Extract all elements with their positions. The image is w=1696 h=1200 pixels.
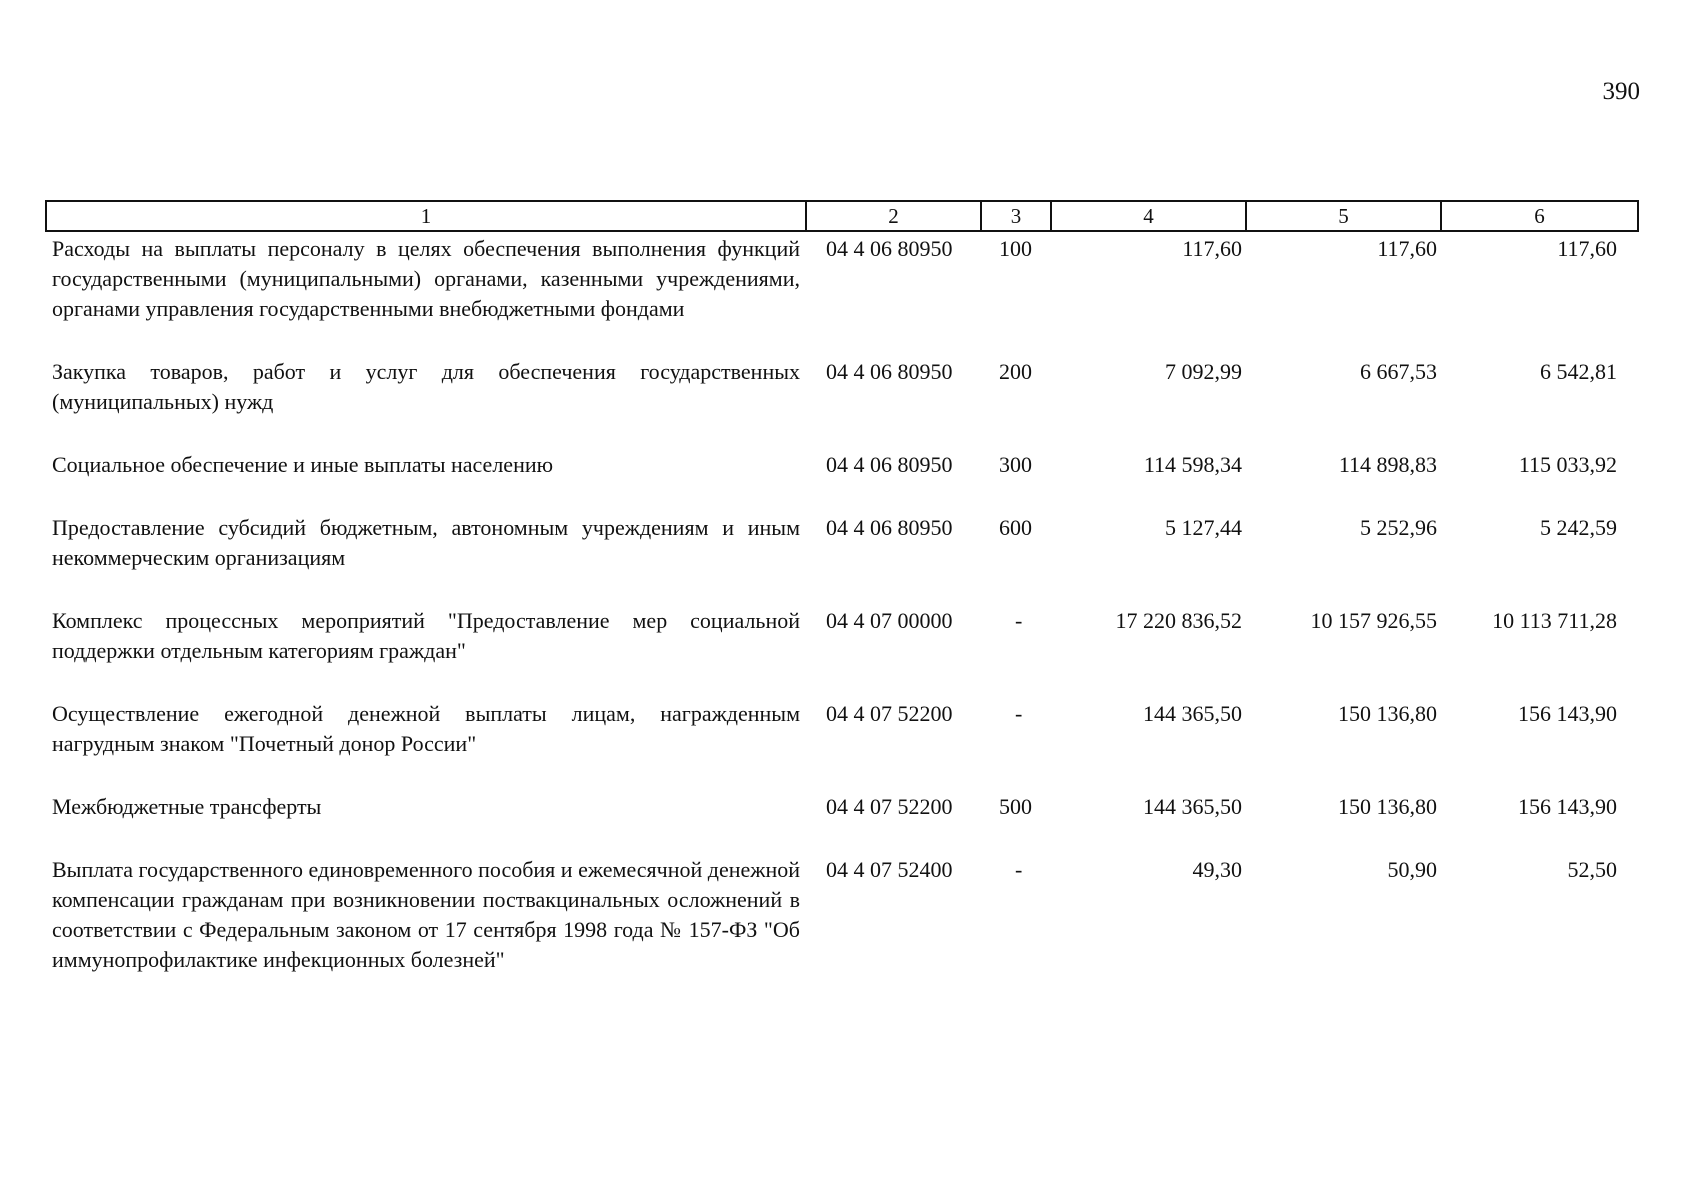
- row-type: 600: [999, 515, 1032, 540]
- row-type: 300: [999, 452, 1032, 477]
- table-row: [46, 511, 1638, 604]
- budget-table: [45, 200, 1639, 1006]
- row-value-6: 10 113 711,28: [1492, 608, 1617, 633]
- row-value-5: 6 667,53: [1360, 359, 1437, 384]
- table-row: [46, 853, 1638, 1006]
- row-value-6: 156 143,90: [1518, 794, 1617, 819]
- row-type: -: [1015, 701, 1023, 726]
- row-name: Выплата государственного единовременного пособия и ежемесячной денежной компенсации гражданам при возникновении поствакцинальных осложнений в соответствии с Федеральным законом от 17 сентября 1998 года № 157-ФЗ "Об иммунопрофилактике инфекционных болезней": [52, 857, 800, 972]
- row-value-4: 114 598,34: [1143, 452, 1242, 477]
- table-header: [46, 201, 1638, 231]
- budget-table-container: [45, 200, 1637, 1006]
- table-row: [46, 355, 1638, 448]
- row-name: Расходы на выплаты персоналу в целях обеспечения выполнения функций государственными (муниципальными) органами, казенными учреждениями, органами управления государственными внебюджетными фондами: [52, 236, 800, 321]
- row-value-4: 144 365,50: [1143, 701, 1242, 726]
- table-row: [46, 604, 1638, 697]
- table-row: [46, 231, 1638, 355]
- header-col-2: 2: [806, 201, 981, 231]
- row-code: 04 4 06 80950: [826, 452, 953, 477]
- row-value-6: 156 143,90: [1518, 701, 1617, 726]
- table-row: [46, 790, 1638, 853]
- row-name: Осуществление ежегодной денежной выплаты лицам, награжденным нагрудным знаком "Почетный донор России": [52, 701, 800, 756]
- row-value-4: 144 365,50: [1143, 794, 1242, 819]
- row-value-5: 114 898,83: [1338, 452, 1437, 477]
- header-col-1: 1: [46, 201, 806, 231]
- row-name: Комплекс процессных мероприятий "Предоставление мер социальной поддержки отдельным категориям граждан": [52, 608, 800, 663]
- row-name: Социальное обеспечение и иные выплаты населению: [52, 452, 554, 477]
- row-type: -: [1015, 857, 1023, 882]
- row-name: Закупка товаров, работ и услуг для обеспечения государственных (муниципальных) нужд: [52, 359, 800, 414]
- header-col-3: 3: [981, 201, 1051, 231]
- row-name: Предоставление субсидий бюджетным, автономным учреждениям и иным некоммерческим организациям: [52, 515, 800, 570]
- row-value-6: 117,60: [1557, 236, 1617, 261]
- header-row: [46, 201, 1638, 231]
- row-type: -: [1015, 608, 1023, 633]
- header-col-6: 6: [1441, 201, 1638, 231]
- row-value-6: 6 542,81: [1540, 359, 1617, 384]
- row-value-5: 10 157 926,55: [1310, 608, 1437, 633]
- row-value-4: 17 220 836,52: [1115, 608, 1242, 633]
- row-code: 04 4 07 52200: [826, 794, 953, 819]
- row-value-6: 52,50: [1567, 857, 1617, 882]
- row-type: 500: [999, 794, 1032, 819]
- row-name: Межбюджетные трансферты: [52, 794, 322, 819]
- page-number: 390: [1602, 78, 1640, 105]
- table-row: [46, 448, 1638, 511]
- row-value-4: 5 127,44: [1165, 515, 1242, 540]
- row-code: 04 4 07 52400: [826, 857, 953, 882]
- row-value-5: 5 252,96: [1360, 515, 1437, 540]
- header-col-5: 5: [1246, 201, 1441, 231]
- row-code: 04 4 06 80950: [826, 359, 953, 384]
- row-type: 200: [999, 359, 1032, 384]
- header-col-4: 4: [1051, 201, 1246, 231]
- row-value-5: 117,60: [1377, 236, 1437, 261]
- row-code: 04 4 06 80950: [826, 515, 953, 540]
- row-value-6: 5 242,59: [1540, 515, 1617, 540]
- row-code: 04 4 06 80950: [826, 236, 953, 261]
- table-row: [46, 697, 1638, 790]
- row-code: 04 4 07 00000: [826, 608, 953, 633]
- table-body: [46, 231, 1638, 1006]
- row-code: 04 4 07 52200: [826, 701, 953, 726]
- row-value-6: 115 033,92: [1518, 452, 1617, 477]
- row-value-5: 150 136,80: [1338, 701, 1437, 726]
- row-value-5: 50,90: [1387, 857, 1437, 882]
- row-value-4: 49,30: [1192, 857, 1242, 882]
- row-value-4: 7 092,99: [1165, 359, 1242, 384]
- row-type: 100: [999, 236, 1032, 261]
- row-value-4: 117,60: [1182, 236, 1242, 261]
- row-value-5: 150 136,80: [1338, 794, 1437, 819]
